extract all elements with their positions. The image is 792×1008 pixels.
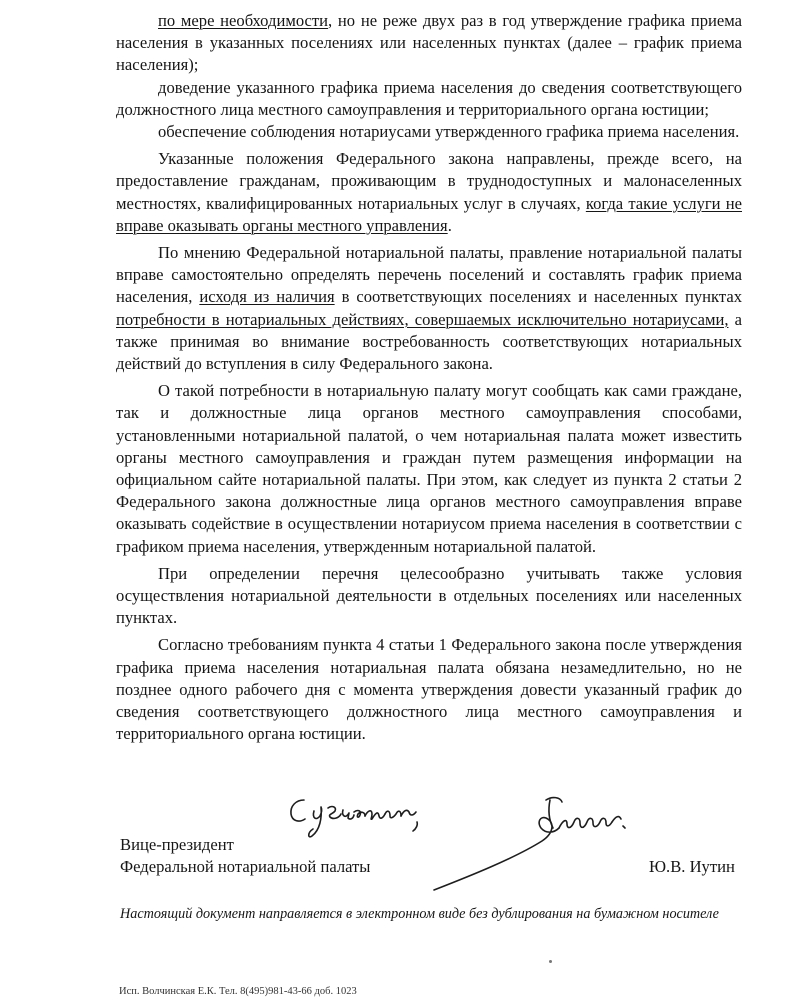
underlined-text: по мере необходимости xyxy=(158,11,329,30)
paragraph xyxy=(116,242,742,375)
signatory-position-line2: Федеральной нотариальной палаты xyxy=(120,857,371,876)
paragraph-text: а также принимая во внимание востребованность соответствующих нотариальных действий до вступления в силу Федерального закона. xyxy=(116,309,742,374)
letter-body xyxy=(116,10,742,746)
electronic-delivery-note: Настоящий документ направляется в электронном виде без дублирования на бумажном носителе xyxy=(120,906,719,922)
paragraph-text: в соответствующих поселениях и населенных пунктах xyxy=(334,287,743,307)
paragraph-text: О такой потребности в нотариальную палату могут сообщать как сами граждане, так и должностные лица органов местного самоуправления способами, установленными нотариальной палатой, о чем нотариальная палата может известить органы местного самоуправления и граждан путем размещения информации на официальном сайте нотариальной палаты. При этом, как следует из пункта 2 статьи 2 Федерального закона должностные лица органов местного самоуправления вправе оказывать содействие в осуществлении нотариусом приема населения в соответствии с графиком приема населения, утвержденным нотариальной палатой. xyxy=(116,381,742,556)
paragraph-text: При определении перечня целесообразно учитывать также условия осуществления нотариальной деятельности в отдельных поселениях или населенных пунктах. xyxy=(116,563,742,628)
signatory-name: Ю.В. Иутин xyxy=(649,857,735,876)
paragraph-text: . xyxy=(447,215,452,235)
paragraph-text: Указанные положения Федерального закона направлены, прежде всего, на предоставление гражданам, проживающим в труднодоступных и малонаселенных местностях, квалифицированных нотариальных услуг в случаях, xyxy=(116,149,742,213)
paragraph xyxy=(116,634,742,745)
paragraph xyxy=(116,148,742,237)
executor-contact: Исп. Волчинская Е.К. Тел. 8(495)981-43-66 доб. 1023 xyxy=(119,986,357,997)
signature-image xyxy=(420,786,650,896)
scan-speck xyxy=(549,960,552,963)
paragraph-text: Согласно требованиям пункта 4 статьи 1 Федерального закона после утверждения графика приема населения нотариальная палата обязана незамедлительно, но не позднее одного рабочего дня с момента утверждения довести указанный график до сведения соответствующего должностного лица местного самоуправления и территориального органа юстиции. xyxy=(116,635,742,744)
paragraph-text: , но не реже двух раз в год утверждение графика приема населения в указанных поселениях или населенных пунктах (далее – график приема населения); xyxy=(116,11,743,75)
underlined-text: исходя из наличия xyxy=(199,287,335,307)
paragraph-text: доведение указанного графика приема населения до сведения соответствующего должностного лица местного самоуправления и территориального органа юстиции; xyxy=(116,77,742,119)
underlined-text: потребности в нотариальных действиях, совершаемых исключительно нотариусами, xyxy=(116,309,729,329)
signatory-position-line1: Вице-президент xyxy=(120,835,234,854)
paragraph-text: По мнению Федеральной нотариальной палаты, правление нотариальной палаты вправе самостоятельно определять перечень поселений и составлять график приема населения, xyxy=(116,243,742,307)
paragraph xyxy=(116,380,742,558)
paragraph-text: обеспечение соблюдения нотариусами утвержденного графика приема населения. xyxy=(158,122,740,142)
paragraph xyxy=(116,121,742,143)
underlined-text: когда такие услуги не вправе оказывать органы местного управления xyxy=(116,193,742,235)
paragraph xyxy=(116,10,742,77)
paragraph xyxy=(116,77,742,121)
paragraph xyxy=(116,563,742,630)
